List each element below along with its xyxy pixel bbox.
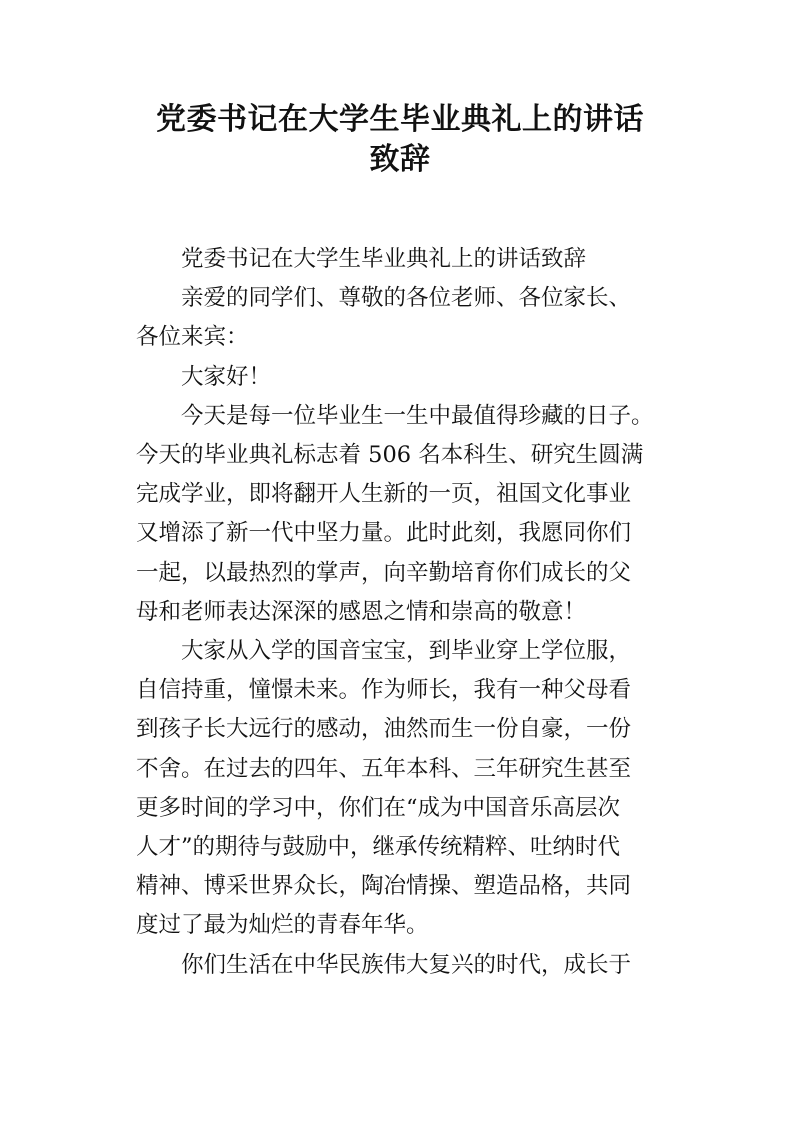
document-title-line-1: 党委书记在大学生毕业典礼上的讲话 bbox=[156, 102, 644, 137]
body-text-line: 不舍。在过去的四年、五年本科、三年研究生甚至 bbox=[136, 755, 632, 782]
document-title-line-2: 致辞 bbox=[369, 142, 431, 177]
body-text-line: 母和老师表达深深的感恩之情和崇高的敬意！ bbox=[136, 598, 587, 625]
body-text-line: 更多时间的学习中，你们在“成为中国音乐高层次 bbox=[136, 794, 621, 821]
body-text-line: 各位来宾： bbox=[136, 324, 249, 351]
body-text-line: 一起，以最热烈的掌声，向辛勤培育你们成长的父 bbox=[136, 559, 632, 586]
body-text-line: 又增添了新一代中坚力量。此时此刻，我愿同你们 bbox=[136, 520, 632, 547]
body-text-line: 到孩子长大远行的感动，油然而生一份自豪，一份 bbox=[136, 716, 632, 743]
body-text-line: 完成学业，即将翻开人生新的一页，祖国文化事业 bbox=[136, 481, 632, 508]
body-text-line: 党委书记在大学生毕业典礼上的讲话致辞 bbox=[181, 246, 587, 272]
body-text-line: 自信持重，憧憬未来。作为师长，我有一种父母看 bbox=[136, 677, 632, 704]
body-text-line: 大家从入学的国音宝宝，到毕业穿上学位服， bbox=[181, 638, 632, 664]
body-text-line: 度过了最为灿烂的青春年华。 bbox=[136, 912, 429, 939]
body-text-line: 亲爱的同学们、尊敬的各位老师、各位家长、 bbox=[181, 285, 632, 312]
body-text-line: 你们生活在中华民族伟大复兴的时代，成长于 bbox=[181, 951, 632, 978]
body-text-line: 人才”的期待与鼓励中，继承传统精粹、吐纳时代 bbox=[136, 834, 621, 860]
body-text-line: 大家好！ bbox=[181, 363, 272, 390]
body-text-line: 今天是每一位毕业生一生中最值得珍藏的日子。 bbox=[181, 402, 654, 429]
body-text-line: 精神、博采世界众长，陶冶情操、塑造品格，共同 bbox=[136, 873, 632, 900]
body-text-line: 今天的毕业典礼标志着 506 名本科生、研究生圆满 bbox=[136, 442, 644, 468]
